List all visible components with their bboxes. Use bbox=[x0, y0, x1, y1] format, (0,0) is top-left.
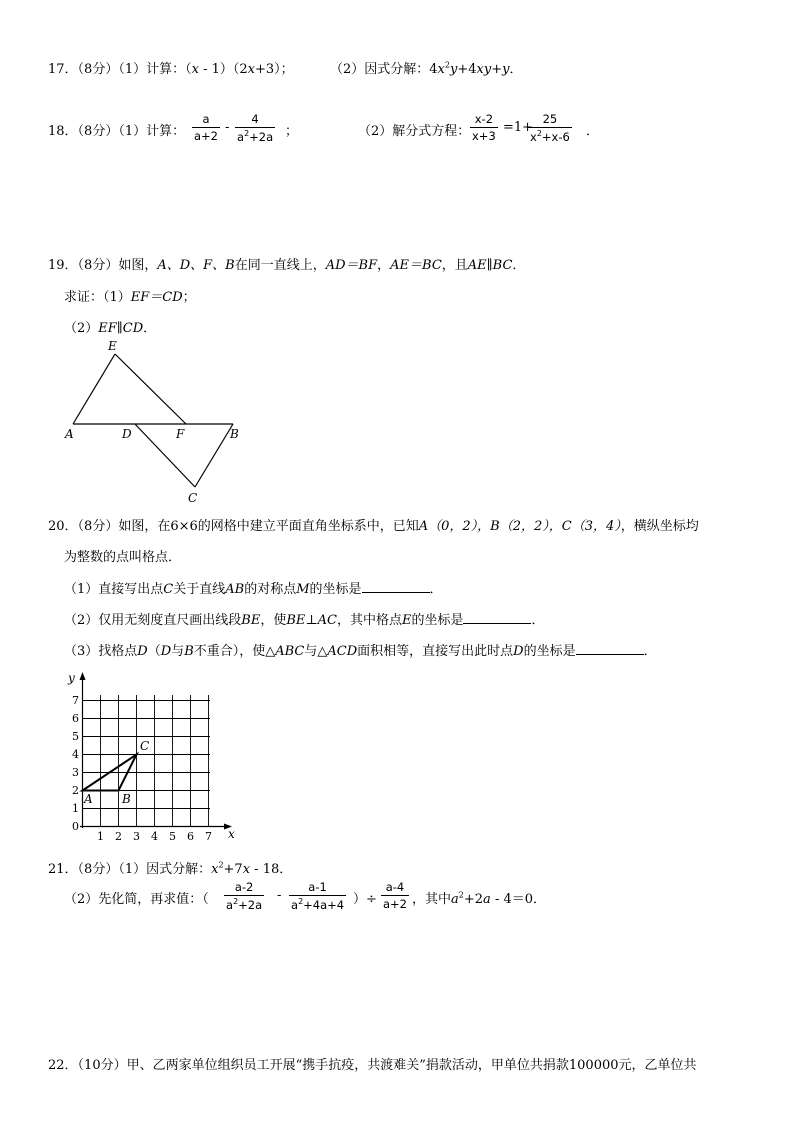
q21-text: +2 bbox=[463, 892, 484, 907]
fraction bbox=[235, 112, 275, 144]
q20-var: D bbox=[513, 644, 524, 659]
q19-text: ． bbox=[512, 258, 526, 273]
q20-var: AB bbox=[225, 582, 245, 597]
q17-text: +3）； bbox=[254, 62, 294, 77]
q20-var: ABC bbox=[275, 644, 305, 659]
denominator: x+3 bbox=[472, 129, 496, 143]
y-tick: 0 bbox=[72, 820, 79, 833]
q20-points: A（0，2），B（2，2），C（3，4） bbox=[418, 519, 621, 534]
question-17-part2 bbox=[330, 58, 522, 77]
x-axis-label: x bbox=[228, 827, 235, 841]
y-tick: 6 bbox=[72, 712, 79, 725]
segment-ef bbox=[115, 354, 186, 424]
q20-text: 关于直线 bbox=[173, 582, 226, 597]
x-tick: 1 bbox=[97, 830, 104, 843]
q20-text: 与 bbox=[171, 644, 185, 659]
den-part: a bbox=[237, 129, 245, 144]
q17-var: x bbox=[247, 62, 255, 77]
numerator: a bbox=[192, 112, 220, 128]
q20-text: （ bbox=[147, 644, 161, 659]
y-axis-label: y bbox=[68, 671, 75, 685]
q17-var: y bbox=[449, 62, 458, 77]
q21-condition bbox=[412, 888, 546, 907]
q19-text: 求证：（1） bbox=[64, 290, 131, 305]
q20-text: ，横纵坐标均 bbox=[620, 519, 699, 534]
y-tick: 4 bbox=[72, 748, 79, 761]
answer-blank[interactable] bbox=[463, 612, 531, 624]
coordinate-grid bbox=[60, 668, 250, 843]
denominator bbox=[289, 896, 346, 912]
answer-blank[interactable] bbox=[576, 643, 644, 655]
label-d: D bbox=[122, 427, 132, 441]
q19-cond: AE＝BC bbox=[390, 258, 442, 273]
close-paren-divide: ）÷ bbox=[353, 892, 377, 907]
y-tick: 7 bbox=[72, 694, 79, 707]
q21-text: - 18． bbox=[250, 862, 293, 877]
den-part: +2a bbox=[249, 129, 274, 144]
q20-text: ． bbox=[531, 613, 545, 628]
den-part: a bbox=[226, 897, 234, 912]
q21-exp: 2 bbox=[458, 890, 464, 900]
question-17 bbox=[48, 58, 294, 77]
denominator bbox=[528, 128, 572, 144]
label-c: C bbox=[188, 491, 198, 505]
q20-text: ． bbox=[429, 582, 443, 597]
q20-var: B bbox=[184, 644, 194, 659]
point-a-label: A bbox=[84, 792, 93, 806]
denominator bbox=[235, 128, 275, 144]
q20-text: 的坐标是 bbox=[411, 613, 464, 628]
q20-var: M bbox=[296, 582, 310, 597]
point-b-label: B bbox=[122, 792, 131, 806]
q21-var: a bbox=[483, 892, 491, 907]
q19-points: A、D、F、B bbox=[157, 258, 235, 273]
q20-text: 与△ bbox=[304, 644, 328, 659]
fraction bbox=[470, 112, 498, 143]
q20-sub2 bbox=[64, 609, 545, 628]
q19-cond: AE∥BC bbox=[467, 258, 513, 273]
numerator: 4 bbox=[235, 112, 275, 128]
equals-one-plus: =1+ bbox=[503, 120, 534, 135]
q17-text: +4 bbox=[457, 62, 477, 77]
q21-text: 21．（8分）（1）因式分解： bbox=[48, 862, 212, 877]
q20-var: E bbox=[401, 613, 412, 628]
label-b: B bbox=[230, 427, 239, 441]
fraction bbox=[381, 880, 409, 911]
denominator: a+2 bbox=[194, 129, 218, 143]
x-tick: 5 bbox=[169, 830, 176, 843]
q20-text: （3）找格点 bbox=[64, 644, 138, 659]
numerator: 25 bbox=[528, 112, 572, 128]
q19-text: （2） bbox=[64, 321, 99, 336]
q19-text: ，且 bbox=[441, 258, 468, 273]
q18-part2-label: （2）解分式方程： bbox=[358, 124, 471, 139]
q19-figure bbox=[55, 335, 255, 507]
q17-var: x bbox=[191, 62, 199, 77]
q19-text: ， bbox=[377, 258, 391, 273]
minus-sign: - bbox=[225, 120, 230, 135]
period: ． bbox=[586, 124, 600, 139]
q20-var: BE⊥AC bbox=[286, 613, 337, 628]
q20-line2: 为整数的点叫格点． bbox=[64, 550, 182, 565]
q20-text: （2）仅用无刻度直尺画出线段 bbox=[64, 613, 242, 628]
q20-text: 的坐标是 bbox=[523, 644, 576, 659]
grid-lines bbox=[82, 695, 210, 826]
denominator bbox=[224, 896, 264, 912]
q20-text: ． bbox=[643, 644, 657, 659]
x-tick: 7 bbox=[205, 830, 212, 843]
q20-var: ACD bbox=[327, 644, 358, 659]
q20-var: D bbox=[160, 644, 172, 659]
label-e: E bbox=[108, 339, 117, 353]
q20-text: ，其中格点 bbox=[336, 613, 402, 628]
den-part: +2a bbox=[238, 897, 263, 912]
fraction bbox=[224, 880, 264, 912]
y-tick: 2 bbox=[72, 784, 79, 797]
q19-text: 在同一直线上， bbox=[234, 258, 326, 273]
q20-var: C bbox=[163, 582, 174, 597]
q21-part2-label: （2）先化简，再求值：（ bbox=[64, 892, 209, 907]
q17-exp: 2 bbox=[444, 60, 450, 70]
q17-var: x bbox=[437, 62, 445, 77]
semicolon: ； bbox=[285, 124, 299, 139]
fraction bbox=[528, 112, 572, 144]
segment-dc bbox=[135, 424, 195, 487]
q20-text: （1）直接写出点 bbox=[64, 582, 164, 597]
q17-text: + bbox=[491, 62, 503, 77]
q19-text: 19．（8分）如图， bbox=[48, 258, 158, 273]
q19-proof-2 bbox=[64, 317, 156, 336]
den-part: +x-6 bbox=[541, 129, 570, 144]
fraction bbox=[289, 880, 346, 912]
q20-text: ，使 bbox=[260, 613, 287, 628]
den-part: a bbox=[291, 897, 299, 912]
q20-var: D bbox=[137, 644, 148, 659]
x-tick: 6 bbox=[187, 830, 194, 843]
question-21 bbox=[48, 858, 292, 877]
q20-text: 面积相等，直接写出此时点 bbox=[357, 644, 514, 659]
segment-ae bbox=[73, 354, 115, 424]
q19-cond: EF∥CD bbox=[98, 321, 144, 336]
question-22: 22．（10分）甲、乙两家单位组织员工开展“携手抗疫，共渡难关”捐款活动，甲单位共捐款100000元，乙单位共 bbox=[48, 1058, 697, 1073]
q17-var: xy bbox=[476, 62, 492, 77]
question-18: 18．（8分）（1）计算： bbox=[48, 124, 186, 139]
y-tick: 5 bbox=[72, 730, 79, 743]
x-tick-labels bbox=[97, 830, 212, 843]
q17-var: y bbox=[502, 62, 510, 77]
q19-text: ； bbox=[182, 290, 196, 305]
q21-var: x bbox=[242, 862, 251, 877]
denominator: a+2 bbox=[383, 897, 407, 911]
numerator: a-1 bbox=[289, 880, 346, 896]
numerator: x-2 bbox=[470, 112, 498, 128]
q21-var: a bbox=[451, 892, 459, 907]
segment-cb bbox=[195, 424, 233, 487]
fraction bbox=[192, 112, 220, 143]
den-exp: 2 bbox=[233, 897, 239, 906]
q20-sub3 bbox=[64, 640, 657, 659]
den-part: x bbox=[530, 129, 537, 144]
q21-exp: 2 bbox=[218, 860, 224, 870]
minus-sign: - bbox=[277, 888, 282, 903]
numerator: a-2 bbox=[224, 880, 264, 896]
q21-var: x bbox=[211, 862, 219, 877]
label-f: F bbox=[176, 427, 185, 441]
den-exp: 2 bbox=[298, 897, 304, 906]
numerator: a-4 bbox=[381, 880, 409, 896]
question-20 bbox=[48, 515, 699, 534]
y-tick: 3 bbox=[72, 766, 79, 779]
y-tick-labels bbox=[72, 694, 79, 833]
q20-var: BE bbox=[241, 613, 261, 628]
q17-part2-label: （2）因式分解：4 bbox=[330, 62, 438, 77]
q17-text: - 1）（2 bbox=[198, 62, 248, 77]
q19-cond: EF＝CD bbox=[130, 290, 183, 305]
x-tick: 4 bbox=[151, 830, 158, 843]
den-part: +4a+4 bbox=[303, 897, 345, 912]
q19-proof-1 bbox=[64, 286, 196, 305]
q17-text: ． bbox=[509, 62, 523, 77]
q19-cond: AD＝BF bbox=[325, 258, 378, 273]
q20-text: 的坐标是 bbox=[309, 582, 362, 597]
answer-blank[interactable] bbox=[362, 581, 430, 593]
den-exp: 2 bbox=[244, 129, 250, 138]
x-tick: 3 bbox=[133, 830, 140, 843]
point-c-label: C bbox=[140, 739, 150, 753]
q20-text: 的对称点 bbox=[244, 582, 297, 597]
q20-sub1 bbox=[64, 578, 443, 597]
x-tick: 2 bbox=[115, 830, 122, 843]
den-exp: 2 bbox=[536, 129, 542, 138]
question-19 bbox=[48, 254, 525, 273]
q20-text: 不重合），使△ bbox=[193, 644, 276, 659]
q21-text: +7 bbox=[223, 862, 243, 877]
label-a: A bbox=[65, 427, 74, 441]
q21-text: - 4＝0． bbox=[490, 892, 547, 907]
y-axis-arrow-icon bbox=[80, 672, 86, 680]
y-tick: 1 bbox=[72, 802, 79, 815]
q19-text: ． bbox=[143, 321, 157, 336]
q20-text: 20．（8分）如图，在6×6的网格中建立平面直角坐标系中，已知 bbox=[48, 519, 419, 534]
q17-head: 17．（8分）（1）计算：（ bbox=[48, 62, 192, 77]
q21-text: ，其中 bbox=[412, 892, 452, 907]
